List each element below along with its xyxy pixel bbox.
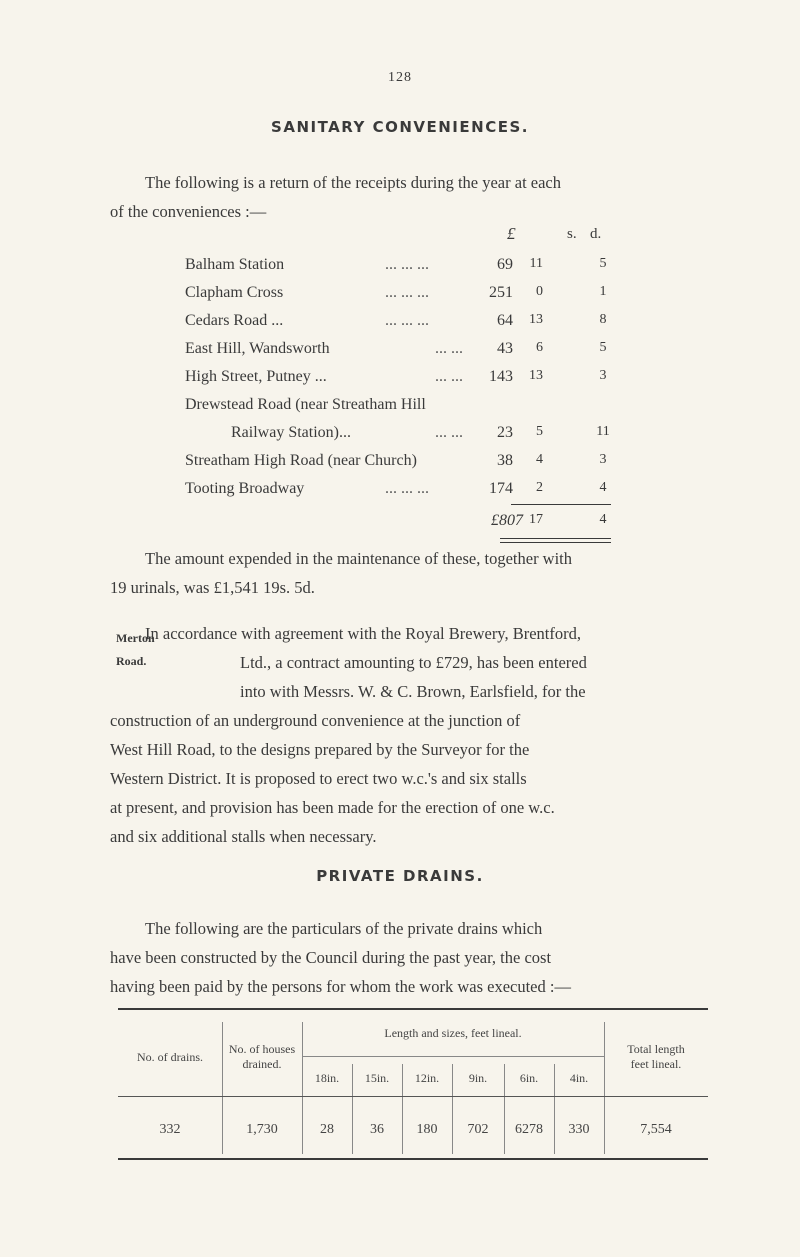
cell-total: 7,554 — [640, 1122, 672, 1137]
table-vrule — [352, 1064, 353, 1154]
size-4in: 4in. — [569, 1070, 589, 1085]
sanitary-heading: SANITARY CONVENIENCES. — [271, 118, 529, 136]
receipt-name: Cedars Road ... — [185, 312, 284, 329]
receipt-pounds: 38 — [497, 452, 513, 469]
receipt-name: High Street, Putney ... — [185, 368, 327, 385]
maintenance-line-1: The amount expended in the maintenance of these, together with — [145, 549, 573, 568]
receipt-name: Clapham Cross — [185, 284, 284, 301]
receipt-row — [185, 396, 615, 422]
pounds-header: £ — [507, 224, 516, 243]
cell-6in: 6278 — [515, 1122, 543, 1137]
receipt-shillings: 13 — [529, 312, 543, 327]
receipt-pounds: 69 — [497, 256, 513, 273]
receipt-name: Streatham High Road (near Church) — [185, 452, 417, 469]
receipt-pounds: 174 — [489, 480, 513, 497]
receipt-shillings: 4 — [536, 452, 543, 467]
receipt-name: Balham Station — [185, 256, 285, 273]
receipt-pence: 11 — [596, 424, 610, 439]
cell-9in: 702 — [467, 1122, 489, 1137]
intro-line-1: The following is a return of the receipts during the year at each — [145, 173, 562, 192]
leader-dots: ... ... ... — [385, 480, 429, 497]
drains-line-2: have been constructed by the Council during the past year, the cost — [110, 948, 552, 967]
total-shillings: 17 — [529, 512, 543, 527]
table-vrule — [402, 1064, 403, 1154]
receipt-row — [185, 256, 615, 282]
col-header-houses: No. of houses drained. — [228, 1042, 296, 1071]
receipt-pounds: 64 — [497, 312, 513, 329]
margin-note-merton: Merton — [116, 631, 155, 645]
shillings-header: s. — [567, 226, 577, 242]
table-vrule — [222, 1022, 223, 1154]
table-vrule — [554, 1064, 555, 1154]
cell-15in: 36 — [370, 1122, 384, 1137]
cell-12in: 180 — [416, 1122, 438, 1137]
cell-drains: 332 — [159, 1122, 181, 1137]
merton-line-3: into with Messrs. W. & C. Brown, Earlsfield, for the — [240, 682, 586, 701]
size-6in: 6in. — [519, 1070, 539, 1085]
receipt-name: Drewstead Road (near Streatham Hill — [185, 396, 426, 413]
receipt-pounds: 43 — [497, 340, 513, 357]
total-rule-1 — [500, 538, 611, 539]
merton-line-6: Western District. It is proposed to erect two w.c.'s and six stalls — [110, 769, 527, 788]
receipt-row — [185, 368, 615, 394]
merton-line-5: West Hill Road, to the designs prepared by the Surveyor for the — [110, 740, 530, 759]
receipt-shillings: 2 — [536, 480, 543, 495]
cell-4in: 330 — [568, 1122, 590, 1137]
size-15in: 15in. — [364, 1070, 390, 1085]
total-rule-2 — [500, 542, 611, 543]
receipt-pence: 8 — [599, 312, 607, 327]
drains-table — [118, 1010, 708, 1156]
receipt-pounds: 251 — [489, 284, 513, 301]
merton-line-4: construction of an underground convenience at the junction of — [110, 711, 521, 730]
col-header-lengths: Length and sizes, feet lineal. — [384, 1025, 522, 1040]
receipt-pence: 1 — [599, 284, 607, 299]
col-header-total: Total length feet lineal. — [627, 1042, 685, 1071]
leader-dots: ... ... ... — [385, 256, 429, 273]
drains-line-3: having been paid by the persons for whom the work was executed :— — [110, 977, 571, 996]
col-header-drains: No. of drains. — [137, 1049, 203, 1064]
pence-header: d. — [590, 226, 602, 242]
receipt-row — [185, 312, 615, 338]
receipt-name: Tooting Broadway — [185, 480, 305, 497]
leader-dots: ... ... ... — [385, 284, 429, 301]
receipt-row — [185, 424, 615, 450]
receipt-shillings: 11 — [529, 256, 543, 271]
receipt-row — [185, 480, 615, 506]
drains-line-1: The following are the particulars of the private drains which — [145, 919, 543, 938]
intro-line-2: of the conveniences :— — [110, 202, 267, 221]
table-vrule — [504, 1064, 505, 1154]
drains-heading: PRIVATE DRAINS. — [316, 867, 484, 885]
receipt-pounds: 23 — [497, 424, 513, 441]
receipt-shillings: 13 — [529, 368, 543, 383]
receipt-pence: 5 — [599, 256, 607, 271]
size-12in: 12in. — [414, 1070, 440, 1085]
merton-line-1: In accordance with agreement with the Royal Brewery, Brentford, — [145, 624, 582, 643]
receipt-row — [185, 284, 615, 310]
total-pence: 4 — [599, 512, 607, 527]
cell-houses: 1,730 — [246, 1122, 278, 1137]
table-bottom-rule — [118, 1158, 708, 1160]
table-header-rule — [118, 1096, 708, 1097]
receipt-pence: 5 — [599, 340, 607, 355]
receipt-pounds: 143 — [489, 368, 513, 385]
receipt-name: Railway Station)... — [231, 424, 351, 441]
receipt-pence: 3 — [599, 452, 607, 467]
merton-line-8: and six additional stalls when necessary. — [110, 827, 377, 846]
table-vrule — [604, 1022, 605, 1154]
size-9in: 9in. — [468, 1070, 488, 1085]
receipt-pence: 4 — [599, 480, 607, 495]
receipt-shillings: 5 — [536, 424, 543, 439]
maintenance-line-2: 19 urinals, was £1,541 19s. 5d. — [110, 578, 315, 597]
merton-line-7: at present, and provision has been made for the erection of one w.c. — [110, 798, 555, 817]
leader-dots: ... ... — [435, 340, 463, 357]
size-18in: 18in. — [314, 1070, 340, 1085]
table-vrule — [452, 1064, 453, 1154]
leader-dots: ... ... — [435, 424, 463, 441]
receipt-shillings: 6 — [536, 340, 543, 355]
total-pounds: £807 — [491, 512, 523, 529]
leader-dots: ... ... ... — [385, 312, 429, 329]
receipt-name: East Hill, Wandsworth — [185, 340, 330, 357]
cell-18in: 28 — [320, 1122, 334, 1137]
page-number: 128 — [388, 70, 412, 85]
table-vrule — [302, 1022, 303, 1154]
subtotal-rule — [511, 504, 611, 505]
receipt-shillings: 0 — [536, 284, 543, 299]
total-row — [185, 512, 615, 538]
leader-dots: ... ... — [435, 368, 463, 385]
merton-line-2: Ltd., a contract amounting to £729, has been entered — [240, 653, 587, 672]
receipt-pence: 3 — [599, 368, 607, 383]
table-subheader-rule — [302, 1056, 604, 1057]
margin-note-road: Road. — [116, 654, 147, 668]
receipt-row — [185, 340, 615, 366]
receipt-row — [185, 452, 615, 478]
